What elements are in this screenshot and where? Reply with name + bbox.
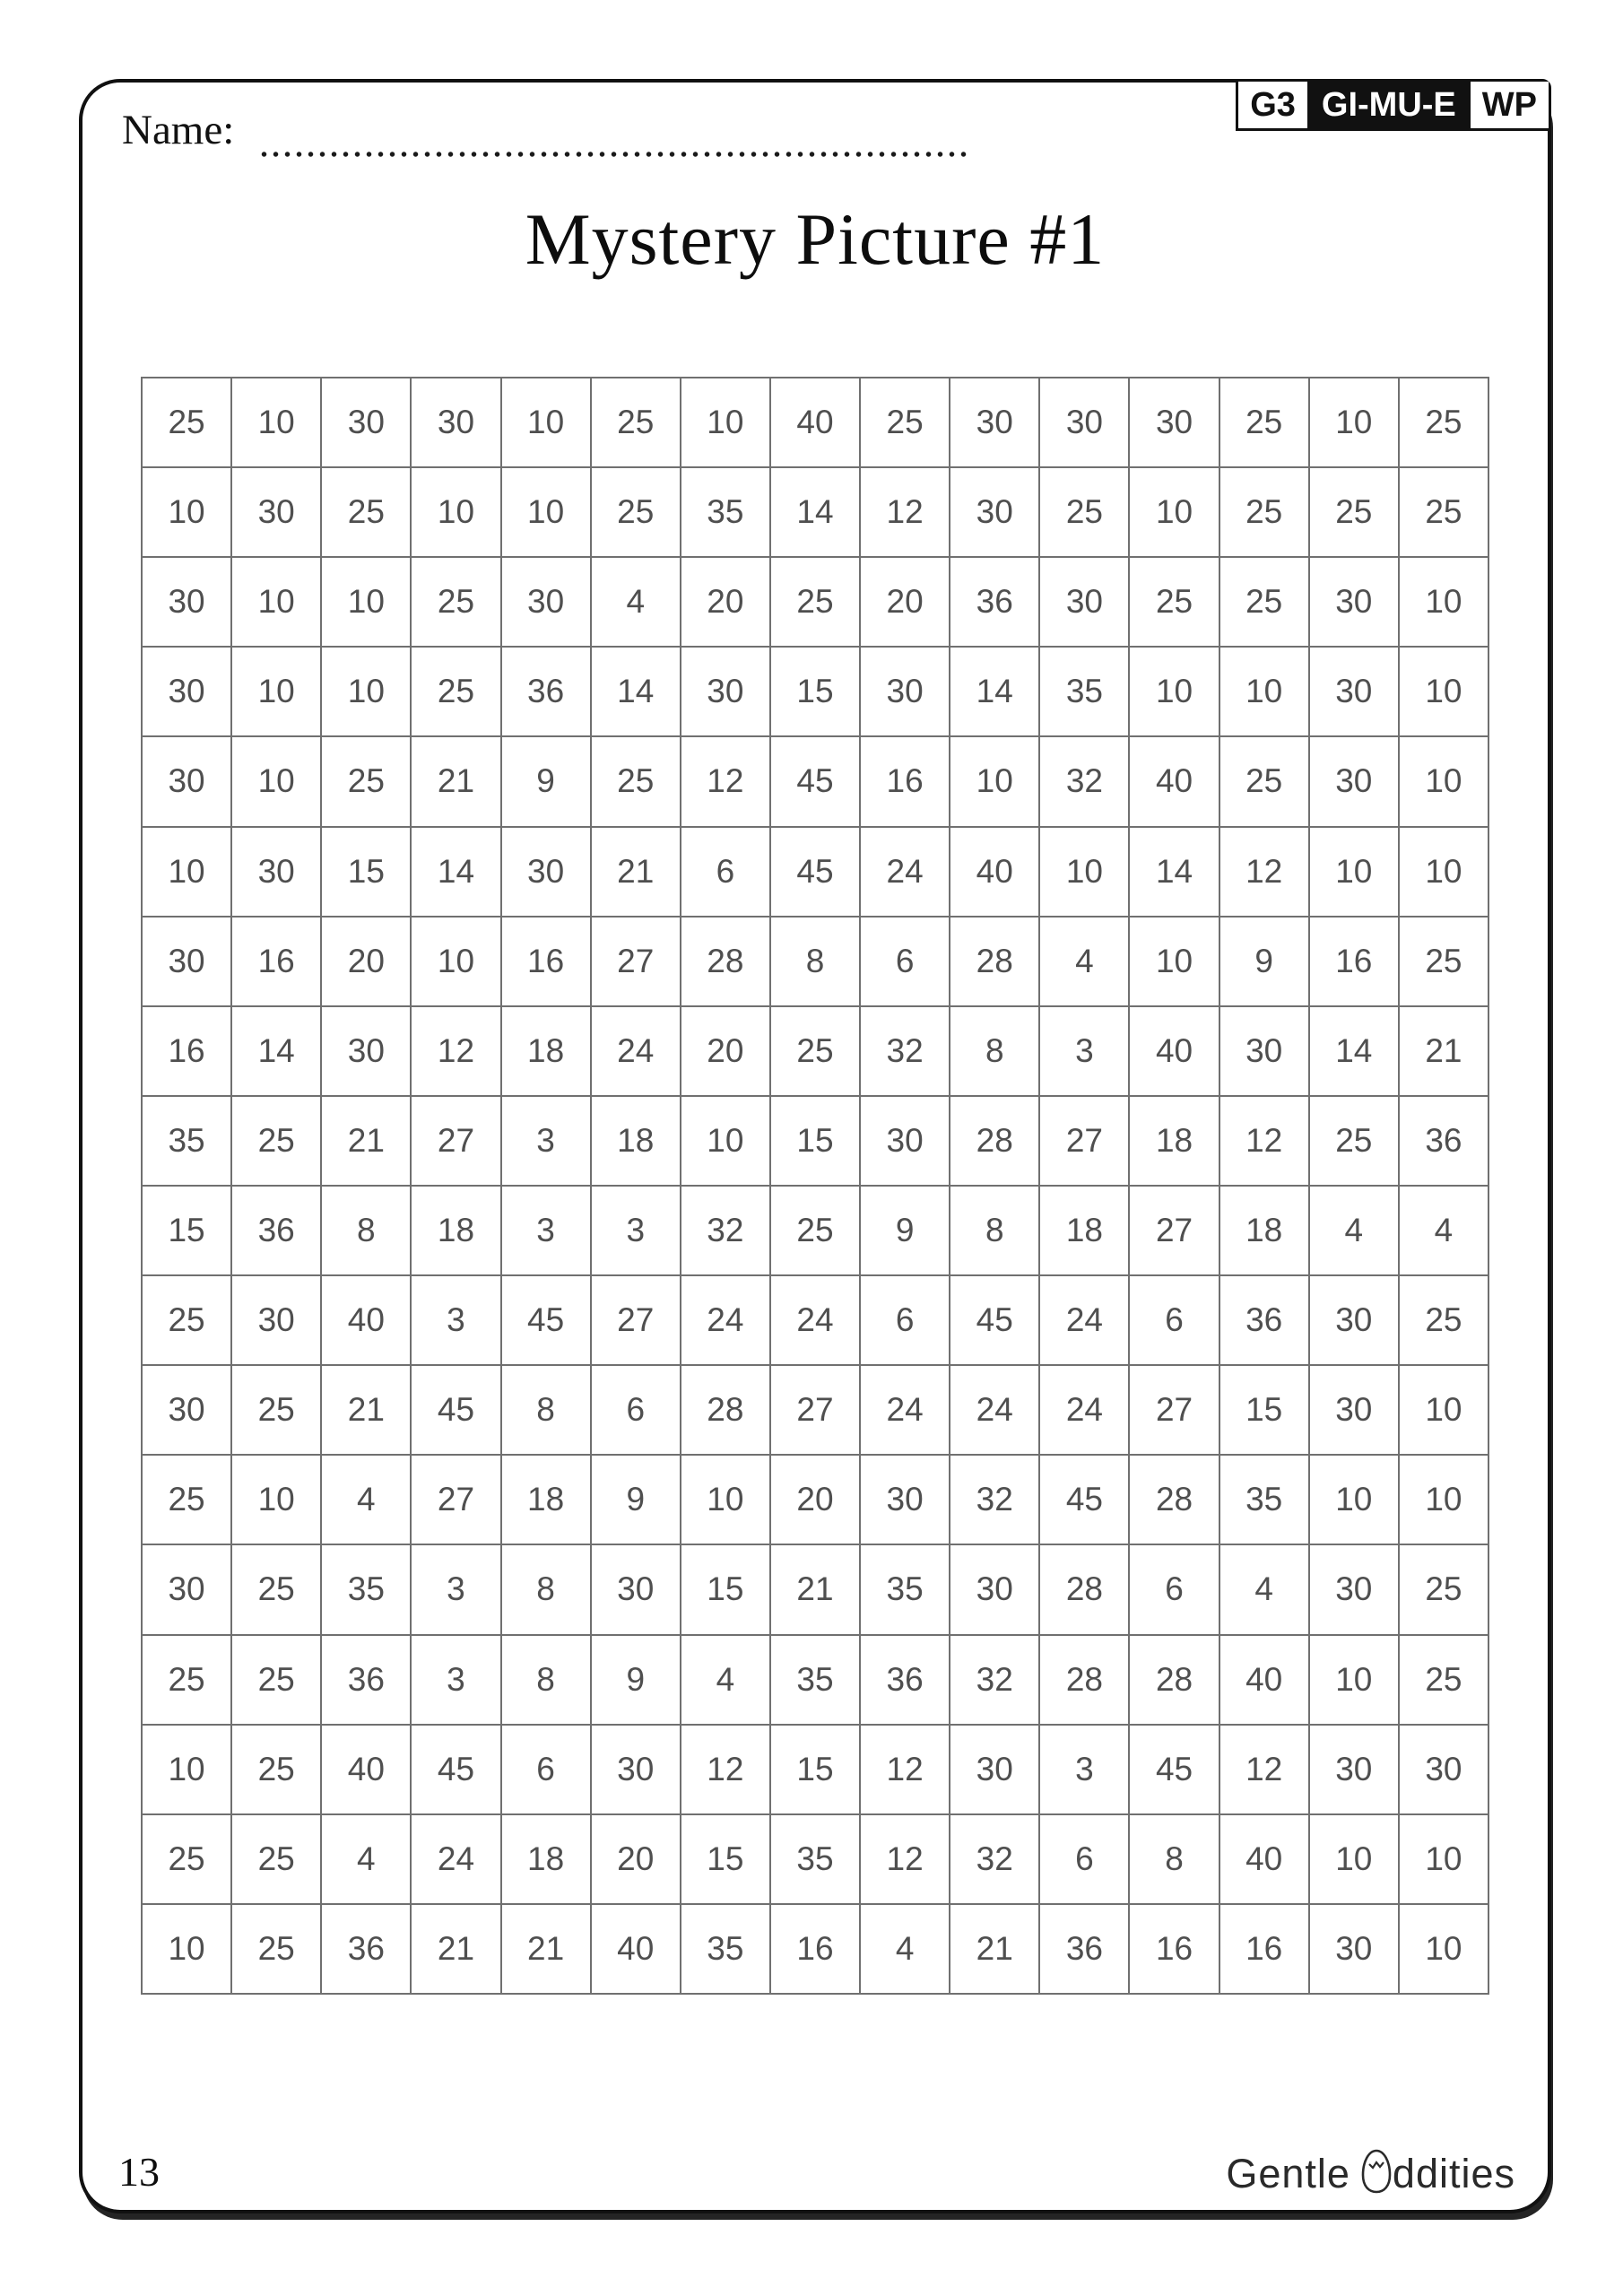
grid-cell: 8	[1130, 1815, 1218, 1903]
grid-cell: 6	[502, 1726, 590, 1813]
grid-cell: 25	[771, 1007, 859, 1095]
grid-cell: 20	[771, 1456, 859, 1544]
grid-cell: 21	[950, 1905, 1038, 1993]
format-badge: WP	[1471, 82, 1549, 128]
brand-logo	[1226, 2143, 1515, 2197]
grid-cell: 25	[412, 648, 499, 735]
grid-cell: 10	[232, 1456, 320, 1544]
grid-cell: 35	[861, 1545, 949, 1633]
grid-cell: 40	[322, 1276, 410, 1364]
grid-cell: 30	[1310, 1545, 1398, 1633]
grid-cell: 6	[861, 1276, 949, 1364]
grid-cell: 25	[1220, 737, 1308, 825]
grade-level-badge: G3	[1238, 82, 1307, 128]
grid-cell: 9	[1220, 918, 1308, 1005]
grid-cell: 25	[771, 558, 859, 646]
grid-cell: 20	[592, 1815, 680, 1903]
grid-cell: 10	[322, 558, 410, 646]
grid-cell: 9	[502, 737, 590, 825]
grid-cell: 28	[1130, 1456, 1218, 1544]
grid-cell: 25	[1130, 558, 1218, 646]
grid-cell: 24	[681, 1276, 769, 1364]
grid-cell: 30	[1310, 558, 1398, 646]
grid-cell: 27	[1130, 1187, 1218, 1274]
grid-cell: 8	[502, 1636, 590, 1724]
brand-text-after: ddities	[1392, 2151, 1515, 2196]
grid-cell: 30	[861, 1456, 949, 1544]
grid-cell: 6	[681, 828, 769, 916]
grid-cell: 6	[592, 1366, 680, 1454]
grid-cell: 30	[412, 378, 499, 466]
grid-cell: 30	[681, 648, 769, 735]
grid-cell: 18	[1130, 1097, 1218, 1185]
grid-cell: 32	[950, 1636, 1038, 1724]
grid-cell: 24	[861, 1366, 949, 1454]
grid-cell: 10	[1400, 558, 1488, 646]
grid-cell: 25	[1400, 1276, 1488, 1364]
grid-cell: 30	[1040, 558, 1128, 646]
grid-cell: 28	[1130, 1636, 1218, 1724]
grid-cell: 25	[232, 1097, 320, 1185]
grid-cell: 25	[143, 1815, 230, 1903]
grid-cell: 18	[1040, 1187, 1128, 1274]
grid-cell: 10	[681, 1097, 769, 1185]
grid-cell: 10	[1040, 828, 1128, 916]
grid-cell: 20	[681, 558, 769, 646]
grid-cell: 27	[1040, 1097, 1128, 1185]
grid-cell: 10	[412, 918, 499, 1005]
grid-cell: 3	[412, 1545, 499, 1633]
grid-cell: 32	[950, 1815, 1038, 1903]
grid-cell: 30	[950, 1545, 1038, 1633]
grid-cell: 28	[681, 1366, 769, 1454]
grid-cell: 12	[861, 1726, 949, 1813]
grid-cell: 30	[592, 1726, 680, 1813]
grid-cell: 25	[143, 1636, 230, 1724]
grid-cell: 10	[1400, 828, 1488, 916]
grid-cell: 30	[143, 737, 230, 825]
name-fill-line	[258, 151, 968, 158]
grid-cell: 35	[1040, 648, 1128, 735]
grid-cell: 21	[412, 1905, 499, 1993]
grid-cell: 40	[592, 1905, 680, 1993]
grid-cell: 10	[1310, 1815, 1398, 1903]
grid-cell: 21	[502, 1905, 590, 1993]
grid-cell: 10	[1400, 1905, 1488, 1993]
grid-cell: 30	[502, 558, 590, 646]
grid-cell: 4	[322, 1456, 410, 1544]
grid-cell: 25	[1400, 1545, 1488, 1633]
page-number: 13	[118, 2149, 160, 2195]
grid-cell: 18	[592, 1097, 680, 1185]
grid-cell: 10	[232, 737, 320, 825]
grid-cell: 40	[1130, 1007, 1218, 1095]
grid-cell: 14	[1310, 1007, 1398, 1095]
grid-cell: 15	[771, 1726, 859, 1813]
grid-cell: 35	[143, 1097, 230, 1185]
grid-cell: 30	[861, 1097, 949, 1185]
grid-cell: 30	[143, 648, 230, 735]
grid-cell: 21	[322, 1097, 410, 1185]
grid-cell: 21	[592, 828, 680, 916]
grid-cell: 6	[1130, 1276, 1218, 1364]
grid-cell: 8	[502, 1545, 590, 1633]
grid-cell: 16	[232, 918, 320, 1005]
grid-cell: 35	[681, 468, 769, 556]
grid-cell: 25	[771, 1187, 859, 1274]
grid-cell: 30	[232, 1276, 320, 1364]
grid-cell: 40	[322, 1726, 410, 1813]
egg-icon	[1361, 2149, 1392, 2194]
grid-cell: 25	[1400, 468, 1488, 556]
grid-cell: 32	[681, 1187, 769, 1274]
grid-cell: 35	[771, 1815, 859, 1903]
grid-cell: 27	[1130, 1366, 1218, 1454]
grid-cell: 12	[861, 468, 949, 556]
grid-cell: 40	[1220, 1636, 1308, 1724]
grid-cell: 40	[1130, 737, 1218, 825]
grid-cell: 3	[412, 1276, 499, 1364]
grid-cell: 30	[232, 828, 320, 916]
grid-cell: 10	[681, 1456, 769, 1544]
grid-cell: 10	[1130, 648, 1218, 735]
grid-cell: 18	[502, 1815, 590, 1903]
worksheet-code-badge: GI-MU-E	[1310, 82, 1468, 128]
grid-cell: 18	[412, 1187, 499, 1274]
grid-cell: 3	[502, 1187, 590, 1274]
grid-cell: 25	[1310, 468, 1398, 556]
grid-cell: 28	[950, 918, 1038, 1005]
grid-cell: 45	[771, 828, 859, 916]
grid-cell: 25	[412, 558, 499, 646]
grid-cell: 6	[1040, 1815, 1128, 1903]
grid-cell: 25	[322, 468, 410, 556]
grid-cell: 35	[681, 1905, 769, 1993]
grid-cell: 24	[1040, 1276, 1128, 1364]
grid-cell: 9	[592, 1636, 680, 1724]
grid-cell: 27	[592, 1276, 680, 1364]
grid-cell: 30	[1310, 1366, 1398, 1454]
grid-cell: 25	[232, 1726, 320, 1813]
grid-cell: 27	[592, 918, 680, 1005]
grid-cell: 18	[1220, 1187, 1308, 1274]
grid-cell: 25	[1040, 468, 1128, 556]
grid-cell: 30	[232, 468, 320, 556]
grid-cell: 16	[771, 1905, 859, 1993]
grid-cell: 35	[1220, 1456, 1308, 1544]
grid-cell: 12	[681, 737, 769, 825]
grid-cell: 10	[1310, 1636, 1398, 1724]
grid-cell: 15	[771, 1097, 859, 1185]
grid-cell: 40	[771, 378, 859, 466]
grid-cell: 40	[950, 828, 1038, 916]
grid-cell: 36	[950, 558, 1038, 646]
grid-cell: 10	[1220, 648, 1308, 735]
grid-cell: 14	[950, 648, 1038, 735]
grid-cell: 25	[1220, 468, 1308, 556]
grid-cell: 24	[861, 828, 949, 916]
grid-cell: 36	[861, 1636, 949, 1724]
grid-cell: 25	[1400, 918, 1488, 1005]
grid-cell: 10	[1400, 737, 1488, 825]
grid-cell: 24	[592, 1007, 680, 1095]
grid-cell: 10	[1130, 468, 1218, 556]
grid-cell: 30	[322, 1007, 410, 1095]
grid-cell: 9	[861, 1187, 949, 1274]
grid-cell: 16	[1220, 1905, 1308, 1993]
grid-cell: 36	[322, 1636, 410, 1724]
grid-cell: 15	[681, 1545, 769, 1633]
grid-cell: 27	[771, 1366, 859, 1454]
grid-cell: 25	[232, 1366, 320, 1454]
grid-cell: 45	[412, 1366, 499, 1454]
grid-cell: 25	[861, 378, 949, 466]
grid-cell: 16	[1130, 1905, 1218, 1993]
grid-cell: 28	[1040, 1636, 1128, 1724]
grid-cell: 12	[1220, 828, 1308, 916]
grid-cell: 28	[1040, 1545, 1128, 1633]
grid-cell: 25	[592, 378, 680, 466]
grid-cell: 14	[1130, 828, 1218, 916]
grid-cell: 10	[1310, 378, 1398, 466]
grid-cell: 16	[861, 737, 949, 825]
grid-cell: 25	[592, 468, 680, 556]
page-title: Mystery Picture #1	[525, 198, 1106, 280]
grid-cell: 36	[1040, 1905, 1128, 1993]
grid-cell: 10	[143, 1726, 230, 1813]
grid-cell: 15	[143, 1187, 230, 1274]
grid-cell: 25	[232, 1545, 320, 1633]
grid-cell: 30	[861, 648, 949, 735]
grid-cell: 30	[322, 378, 410, 466]
grid-cell: 20	[322, 918, 410, 1005]
grid-cell: 10	[1400, 648, 1488, 735]
grid-cell: 30	[950, 1726, 1038, 1813]
grid-cell: 9	[592, 1456, 680, 1544]
grid-cell: 30	[1310, 1905, 1398, 1993]
grid-cell: 36	[232, 1187, 320, 1274]
grid-cell: 10	[1130, 918, 1218, 1005]
grid-cell: 6	[1130, 1545, 1218, 1633]
grid-cell: 16	[143, 1007, 230, 1095]
grid-cell: 25	[1400, 1636, 1488, 1724]
grid-cell: 36	[1400, 1097, 1488, 1185]
grid-cell: 10	[412, 468, 499, 556]
grid-cell: 6	[861, 918, 949, 1005]
grid-cell: 10	[232, 648, 320, 735]
grid-cell: 10	[322, 648, 410, 735]
grid-cell: 4	[861, 1905, 949, 1993]
grid-cell: 27	[412, 1097, 499, 1185]
grid-cell: 40	[1220, 1815, 1308, 1903]
grid-cell: 20	[861, 558, 949, 646]
grid-cell: 30	[1310, 1726, 1398, 1813]
grid-cell: 24	[1040, 1366, 1128, 1454]
grid-cell: 14	[232, 1007, 320, 1095]
grid-cell: 10	[232, 378, 320, 466]
grid-cell: 30	[950, 378, 1038, 466]
grid-cell: 30	[502, 828, 590, 916]
grid-cell: 3	[1040, 1007, 1128, 1095]
grid-cell: 4	[1040, 918, 1128, 1005]
grid-cell: 25	[232, 1636, 320, 1724]
brand-text-before: Gentle	[1226, 2151, 1350, 2196]
grid-cell: 3	[592, 1187, 680, 1274]
grid-cell: 10	[1310, 1456, 1398, 1544]
grid-cell: 30	[950, 468, 1038, 556]
grid-cell: 30	[592, 1545, 680, 1633]
grid-cell: 45	[1130, 1726, 1218, 1813]
grid-cell: 20	[681, 1007, 769, 1095]
grid-cell: 3	[412, 1636, 499, 1724]
grid-cell: 8	[771, 918, 859, 1005]
grid-cell: 25	[143, 378, 230, 466]
grid-cell: 45	[502, 1276, 590, 1364]
worksheet-page	[79, 79, 1551, 2213]
grid-cell: 8	[322, 1187, 410, 1274]
grid-cell: 10	[502, 468, 590, 556]
grid-cell: 24	[412, 1815, 499, 1903]
grid-cell: 16	[502, 918, 590, 1005]
grid-cell: 12	[1220, 1097, 1308, 1185]
grid-cell: 16	[1310, 918, 1398, 1005]
grid-cell: 30	[143, 918, 230, 1005]
grid-cell: 14	[771, 468, 859, 556]
grid-cell: 25	[232, 1815, 320, 1903]
grid-cell: 27	[412, 1456, 499, 1544]
grid-cell: 32	[861, 1007, 949, 1095]
grid-cell: 25	[592, 737, 680, 825]
grid-cell: 30	[1310, 648, 1398, 735]
grid-cell: 12	[681, 1726, 769, 1813]
grid-cell: 45	[950, 1276, 1038, 1364]
grid-cell: 25	[1220, 378, 1308, 466]
grid-cell: 21	[1400, 1007, 1488, 1095]
grid-cell: 8	[950, 1187, 1038, 1274]
grid-cell: 25	[143, 1276, 230, 1364]
grid-cell: 30	[1310, 1276, 1398, 1364]
grid-cell: 10	[1400, 1456, 1488, 1544]
grid-cell: 24	[950, 1366, 1038, 1454]
grid-cell: 10	[1400, 1815, 1488, 1903]
grid-cell: 12	[412, 1007, 499, 1095]
grid-cell: 10	[681, 378, 769, 466]
grid-cell: 45	[771, 737, 859, 825]
grid-cell: 25	[322, 737, 410, 825]
grid-cell: 4	[592, 558, 680, 646]
grid-cell: 4	[1400, 1187, 1488, 1274]
grid-cell: 15	[322, 828, 410, 916]
grid-cell: 15	[771, 648, 859, 735]
grid-cell: 36	[322, 1905, 410, 1993]
name-label: Name:	[122, 107, 235, 153]
grid-cell: 30	[143, 558, 230, 646]
grid-cell: 4	[681, 1636, 769, 1724]
grid-cell: 32	[950, 1456, 1038, 1544]
grid-cell: 3	[502, 1097, 590, 1185]
grid-cell: 25	[1310, 1097, 1398, 1185]
number-grid	[141, 377, 1489, 1995]
grid-cell: 30	[1400, 1726, 1488, 1813]
grid-cell: 8	[502, 1366, 590, 1454]
grid-cell: 30	[1220, 1007, 1308, 1095]
grid-cell: 35	[771, 1636, 859, 1724]
grid-cell: 10	[502, 378, 590, 466]
grid-cell: 28	[950, 1097, 1038, 1185]
grid-cell: 18	[502, 1007, 590, 1095]
grid-cell: 18	[502, 1456, 590, 1544]
grid-cell: 10	[1310, 828, 1398, 916]
grid-cell: 25	[232, 1905, 320, 1993]
grid-cell: 3	[1040, 1726, 1128, 1813]
grid-cell: 10	[143, 828, 230, 916]
grid-cell: 45	[1040, 1456, 1128, 1544]
grid-cell: 10	[950, 737, 1038, 825]
grid-cell: 36	[1220, 1276, 1308, 1364]
grid-cell: 15	[681, 1815, 769, 1903]
grid-cell: 45	[412, 1726, 499, 1813]
grid-cell: 25	[1400, 378, 1488, 466]
grid-cell: 32	[1040, 737, 1128, 825]
grid-cell: 30	[1130, 378, 1218, 466]
grid-cell: 30	[1040, 378, 1128, 466]
grid-cell: 30	[1310, 737, 1398, 825]
grid-cell: 10	[143, 468, 230, 556]
grid-cell: 10	[143, 1905, 230, 1993]
grid-cell: 35	[322, 1545, 410, 1633]
grid-cell: 10	[1400, 1366, 1488, 1454]
grid-cell: 10	[232, 558, 320, 646]
grid-cell: 30	[143, 1366, 230, 1454]
grid-cell: 21	[771, 1545, 859, 1633]
grid-cell: 8	[950, 1007, 1038, 1095]
grid-cell: 30	[143, 1545, 230, 1633]
grid-cell: 14	[412, 828, 499, 916]
grid-cell: 24	[771, 1276, 859, 1364]
grid-cell: 4	[1220, 1545, 1308, 1633]
grid-cell: 12	[861, 1815, 949, 1903]
grid-cell: 15	[1220, 1366, 1308, 1454]
grid-cell: 21	[412, 737, 499, 825]
badge-bar	[1236, 79, 1551, 131]
grid-cell: 25	[1220, 558, 1308, 646]
grid-cell: 36	[502, 648, 590, 735]
grid-cell: 4	[322, 1815, 410, 1903]
grid-cell: 28	[681, 918, 769, 1005]
grid-cell: 25	[143, 1456, 230, 1544]
grid-cell: 21	[322, 1366, 410, 1454]
grid-cell: 14	[592, 648, 680, 735]
grid-cell: 12	[1220, 1726, 1308, 1813]
grid-cell: 4	[1310, 1187, 1398, 1274]
